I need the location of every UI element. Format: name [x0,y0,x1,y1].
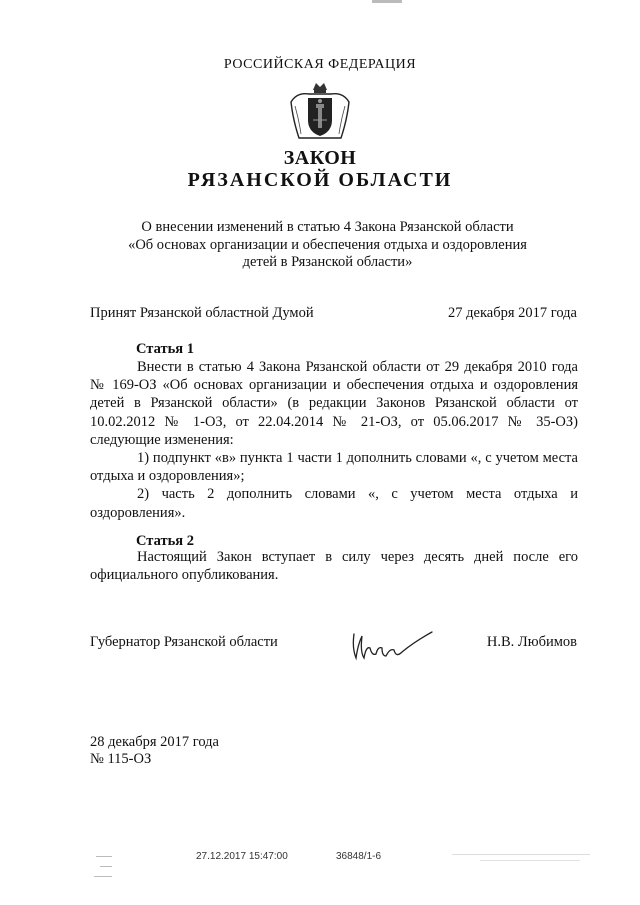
federation-label: РОССИЙСКАЯ ФЕДЕРАЦИЯ [223,57,417,72]
subject-line: О внесении изменений в статью 4 Закона Рязанской области [141,219,514,235]
governor-name: Н.В. Любимов [486,634,577,650]
scan-mark [372,0,402,3]
governor-title: Губернатор Рязанской области [90,634,278,650]
law-title: ЗАКОН [283,147,357,169]
subject-line: детей в Рязанской области» [242,254,413,270]
subject-line: «Об основах организации и обеспечения отдыха и оздоровления [128,236,527,253]
article-2-heading: Статья 2 [136,533,194,549]
law-number: № 115-ОЗ [90,751,152,767]
footer-code: 36848/1-6 [336,851,382,862]
article-1-intro: Внести в статью 4 Закона Рязанской области от 29 декабря 2010 года № 169-ОЗ «Об основах организации и обеспечения отдыха и оздоровления детей в Рязанской области» (в редакции Законов Рязанской области от 10.02.2012 № 1-ОЗ, от 22.04.2014 № 21-ОЗ, от 05.06.2017 № 35-ОЗ) следующие изменения: [90,359,578,448]
law-region: РЯЗАНСКОЙ ОБЛАСТИ [187,169,453,191]
governor-signature [348,626,438,666]
adopted-by: Принят Рязанской областной Думой [90,305,314,321]
footer-timestamp: 27.12.2017 15:47:00 [196,851,288,862]
scan-noise [94,876,112,877]
scan-noise [452,854,590,855]
law-subject [100,219,555,272]
scan-noise [100,866,112,867]
article-2-body [90,548,578,584]
issue-date: 28 декабря 2017 года [90,734,219,750]
article-2-text: Настоящий Закон вступает в силу через десять дней после его официального опубликования. [90,549,578,584]
article-1-item-1: 1) подпункт «в» пункта 1 части 1 дополнить словами «, с учетом места отдыха и оздоровления»; [90,450,578,485]
scan-noise [96,856,112,857]
coat-of-arms-emblem [287,80,353,144]
scan-noise [480,860,580,861]
article-1-heading: Статья 1 [136,341,194,357]
article-1-item-2: 2) часть 2 дополнить словами «, с учетом места отдыха и оздоровления». [90,486,578,521]
adoption-date: 27 декабря 2017 года [448,305,577,321]
article-1-body [90,358,578,522]
